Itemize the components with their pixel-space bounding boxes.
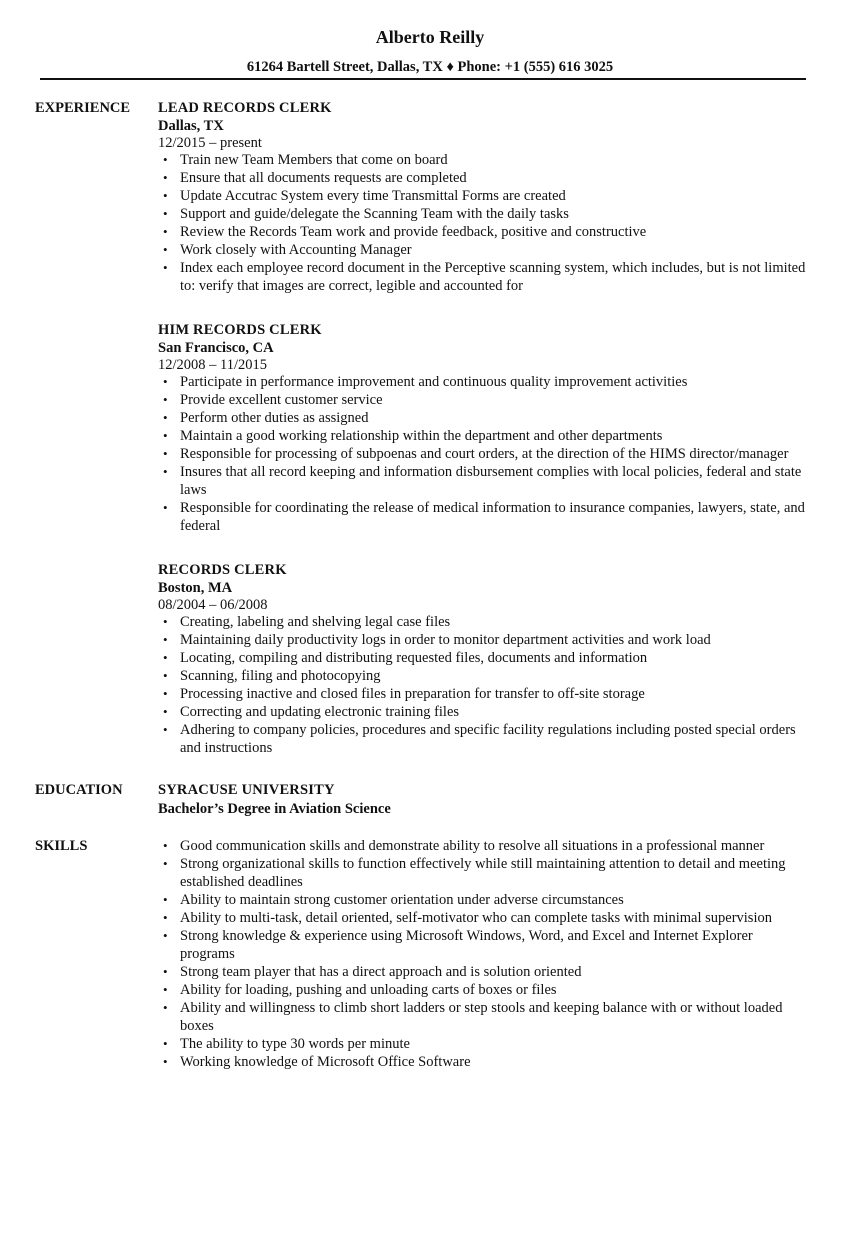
job-bullets xyxy=(158,373,808,535)
job-entry xyxy=(158,321,808,535)
skills-list xyxy=(158,837,808,1071)
list-item: • Locating, compiling and distributing requested files, documents and information xyxy=(158,649,808,667)
resume-name: Alberto Reilly xyxy=(375,27,485,47)
job-dates: 12/2015 – present xyxy=(158,135,262,151)
list-item: • Update Accutrac System every time Transmittal Forms are created xyxy=(158,187,808,205)
job-title: LEAD RECORDS CLERK xyxy=(158,100,332,116)
list-item: • Strong knowledge & experience using Microsoft Windows, Word, and Excel and Internet Explorer programs xyxy=(158,927,808,963)
school-name: SYRACUSE UNIVERSITY xyxy=(158,782,335,798)
skills-heading: SKILLS xyxy=(35,838,88,854)
degree: Bachelor’s Degree in Aviation Science xyxy=(158,801,391,817)
education-heading: EDUCATION xyxy=(35,782,123,798)
list-item: • The ability to type 30 words per minute xyxy=(158,1035,808,1053)
job-entry xyxy=(158,561,808,757)
list-item: • Strong organizational skills to function effectively while still maintaining attention to detail and meeting established deadlines xyxy=(158,855,808,891)
list-item: • Ability for loading, pushing and unloading carts of boxes or files xyxy=(158,981,808,999)
list-item: • Good communication skills and demonstrate ability to resolve all situations in a professional manner xyxy=(158,837,808,855)
list-item: • Responsible for processing of subpoenas and court orders, at the direction of the HIMS director/manager xyxy=(158,445,808,463)
list-item: • Ability to multi-task, detail oriented, self-motivator who can complete tasks with minimal supervision xyxy=(158,909,808,927)
list-item: • Ability to maintain strong customer orientation under adverse circumstances xyxy=(158,891,808,909)
list-item: • Maintain a good working relationship within the department and other departments xyxy=(158,427,808,445)
education-body xyxy=(158,781,808,819)
contact-line: 61264 Bartell Street, Dallas, TX ♦ Phone: +1 (555) 616 3025 xyxy=(246,59,614,75)
job-location: Boston, MA xyxy=(158,580,233,596)
job-title: HIM RECORDS CLERK xyxy=(158,322,322,338)
list-item: • Maintaining daily productivity logs in order to monitor department activities and work load xyxy=(158,631,808,649)
list-item: • Responsible for coordinating the release of medical information to insurance companies, lawyers, state, and federal xyxy=(158,499,808,535)
experience-heading: EXPERIENCE xyxy=(35,100,131,116)
list-item: • Scanning, filing and photocopying xyxy=(158,667,808,685)
job-dates: 08/2004 – 06/2008 xyxy=(158,597,268,613)
job-location: San Francisco, CA xyxy=(158,340,274,356)
skills-body xyxy=(158,837,808,1071)
job-dates: 12/2008 – 11/2015 xyxy=(158,357,268,373)
list-item: • Perform other duties as assigned xyxy=(158,409,808,427)
job-bullets xyxy=(158,613,808,757)
list-item: • Review the Records Team work and provide feedback, positive and constructive xyxy=(158,223,808,241)
list-item: • Support and guide/delegate the Scanning Team with the daily tasks xyxy=(158,205,808,223)
list-item: • Insures that all record keeping and information disbursement complies with local policies, federal and state laws xyxy=(158,463,808,499)
list-item: • Correcting and updating electronic training files xyxy=(158,703,808,721)
list-item: • Provide excellent customer service xyxy=(158,391,808,409)
list-item: • Working knowledge of Microsoft Office Software xyxy=(158,1053,808,1071)
job-location: Dallas, TX xyxy=(158,118,224,134)
list-item: • Train new Team Members that come on board xyxy=(158,151,808,169)
job-entry xyxy=(158,99,808,295)
experience-body xyxy=(158,99,808,757)
job-title: RECORDS CLERK xyxy=(158,562,287,578)
list-item: • Work closely with Accounting Manager xyxy=(158,241,808,259)
list-item: • Ability and willingness to climb short ladders or step stools and keeping balance with or without loaded boxes xyxy=(158,999,808,1035)
list-item: • Processing inactive and closed files in preparation for transfer to off-site storage xyxy=(158,685,808,703)
list-item: • Creating, labeling and shelving legal case files xyxy=(158,613,808,631)
job-bullets xyxy=(158,151,808,295)
list-item: • Ensure that all documents requests are completed xyxy=(158,169,808,187)
list-item: • Index each employee record document in the Perceptive scanning system, which includes, but is not limited to: verify that images are correct, legible and accounted for xyxy=(158,259,808,295)
list-item: • Strong team player that has a direct approach and is solution oriented xyxy=(158,963,808,981)
list-item: • Adhering to company policies, procedures and specific facility regulations including posted special orders and instructions xyxy=(158,721,808,757)
header-divider xyxy=(40,78,806,80)
list-item: • Participate in performance improvement and continuous quality improvement activities xyxy=(158,373,808,391)
